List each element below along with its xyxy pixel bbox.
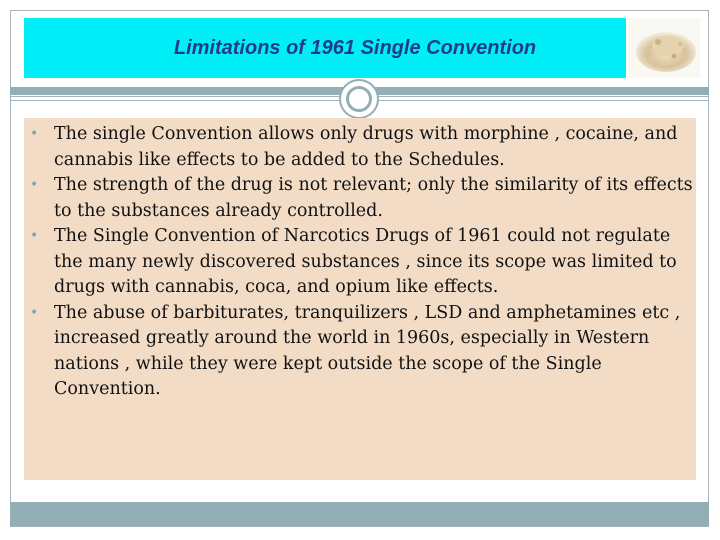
powder-pile-icon: [628, 18, 700, 78]
ring-ornament-icon: [339, 79, 379, 119]
list-item: [30, 173, 694, 224]
bullet-text: The single Convention allows only drugs with morphine , cocaine, and cannabis like effects to be added to the Schedules.: [54, 124, 678, 170]
bullet-icon: •: [30, 177, 39, 193]
bullet-icon: •: [30, 126, 39, 142]
list-item: [30, 224, 694, 301]
list-item: [30, 122, 694, 173]
list-item: [30, 301, 694, 403]
bullet-icon: •: [30, 304, 39, 321]
footer-bar: [10, 502, 709, 526]
slide-title: Limitations of 1961 Single Convention: [173, 36, 537, 59]
bullet-text: The strength of the drug is not relevant; only the similarity of its effects to the substances already controlled.: [54, 175, 693, 221]
bullet-text: The abuse of barbiturates, tranquilizers , LSD and amphetamines etc , increased greatly around the world in 1960s, especially in Western nations , while they were kept outside the scope of the Single Convention.: [54, 302, 681, 399]
bullet-text: The Single Convention of Narcotics Drugs of 1961 could not regulate the many newly discovered substances , since its scope was limited to drugs with cannabis, coca, and opium like effects.: [54, 226, 677, 297]
bullet-list: [30, 122, 694, 403]
bullet-icon: •: [30, 228, 39, 244]
